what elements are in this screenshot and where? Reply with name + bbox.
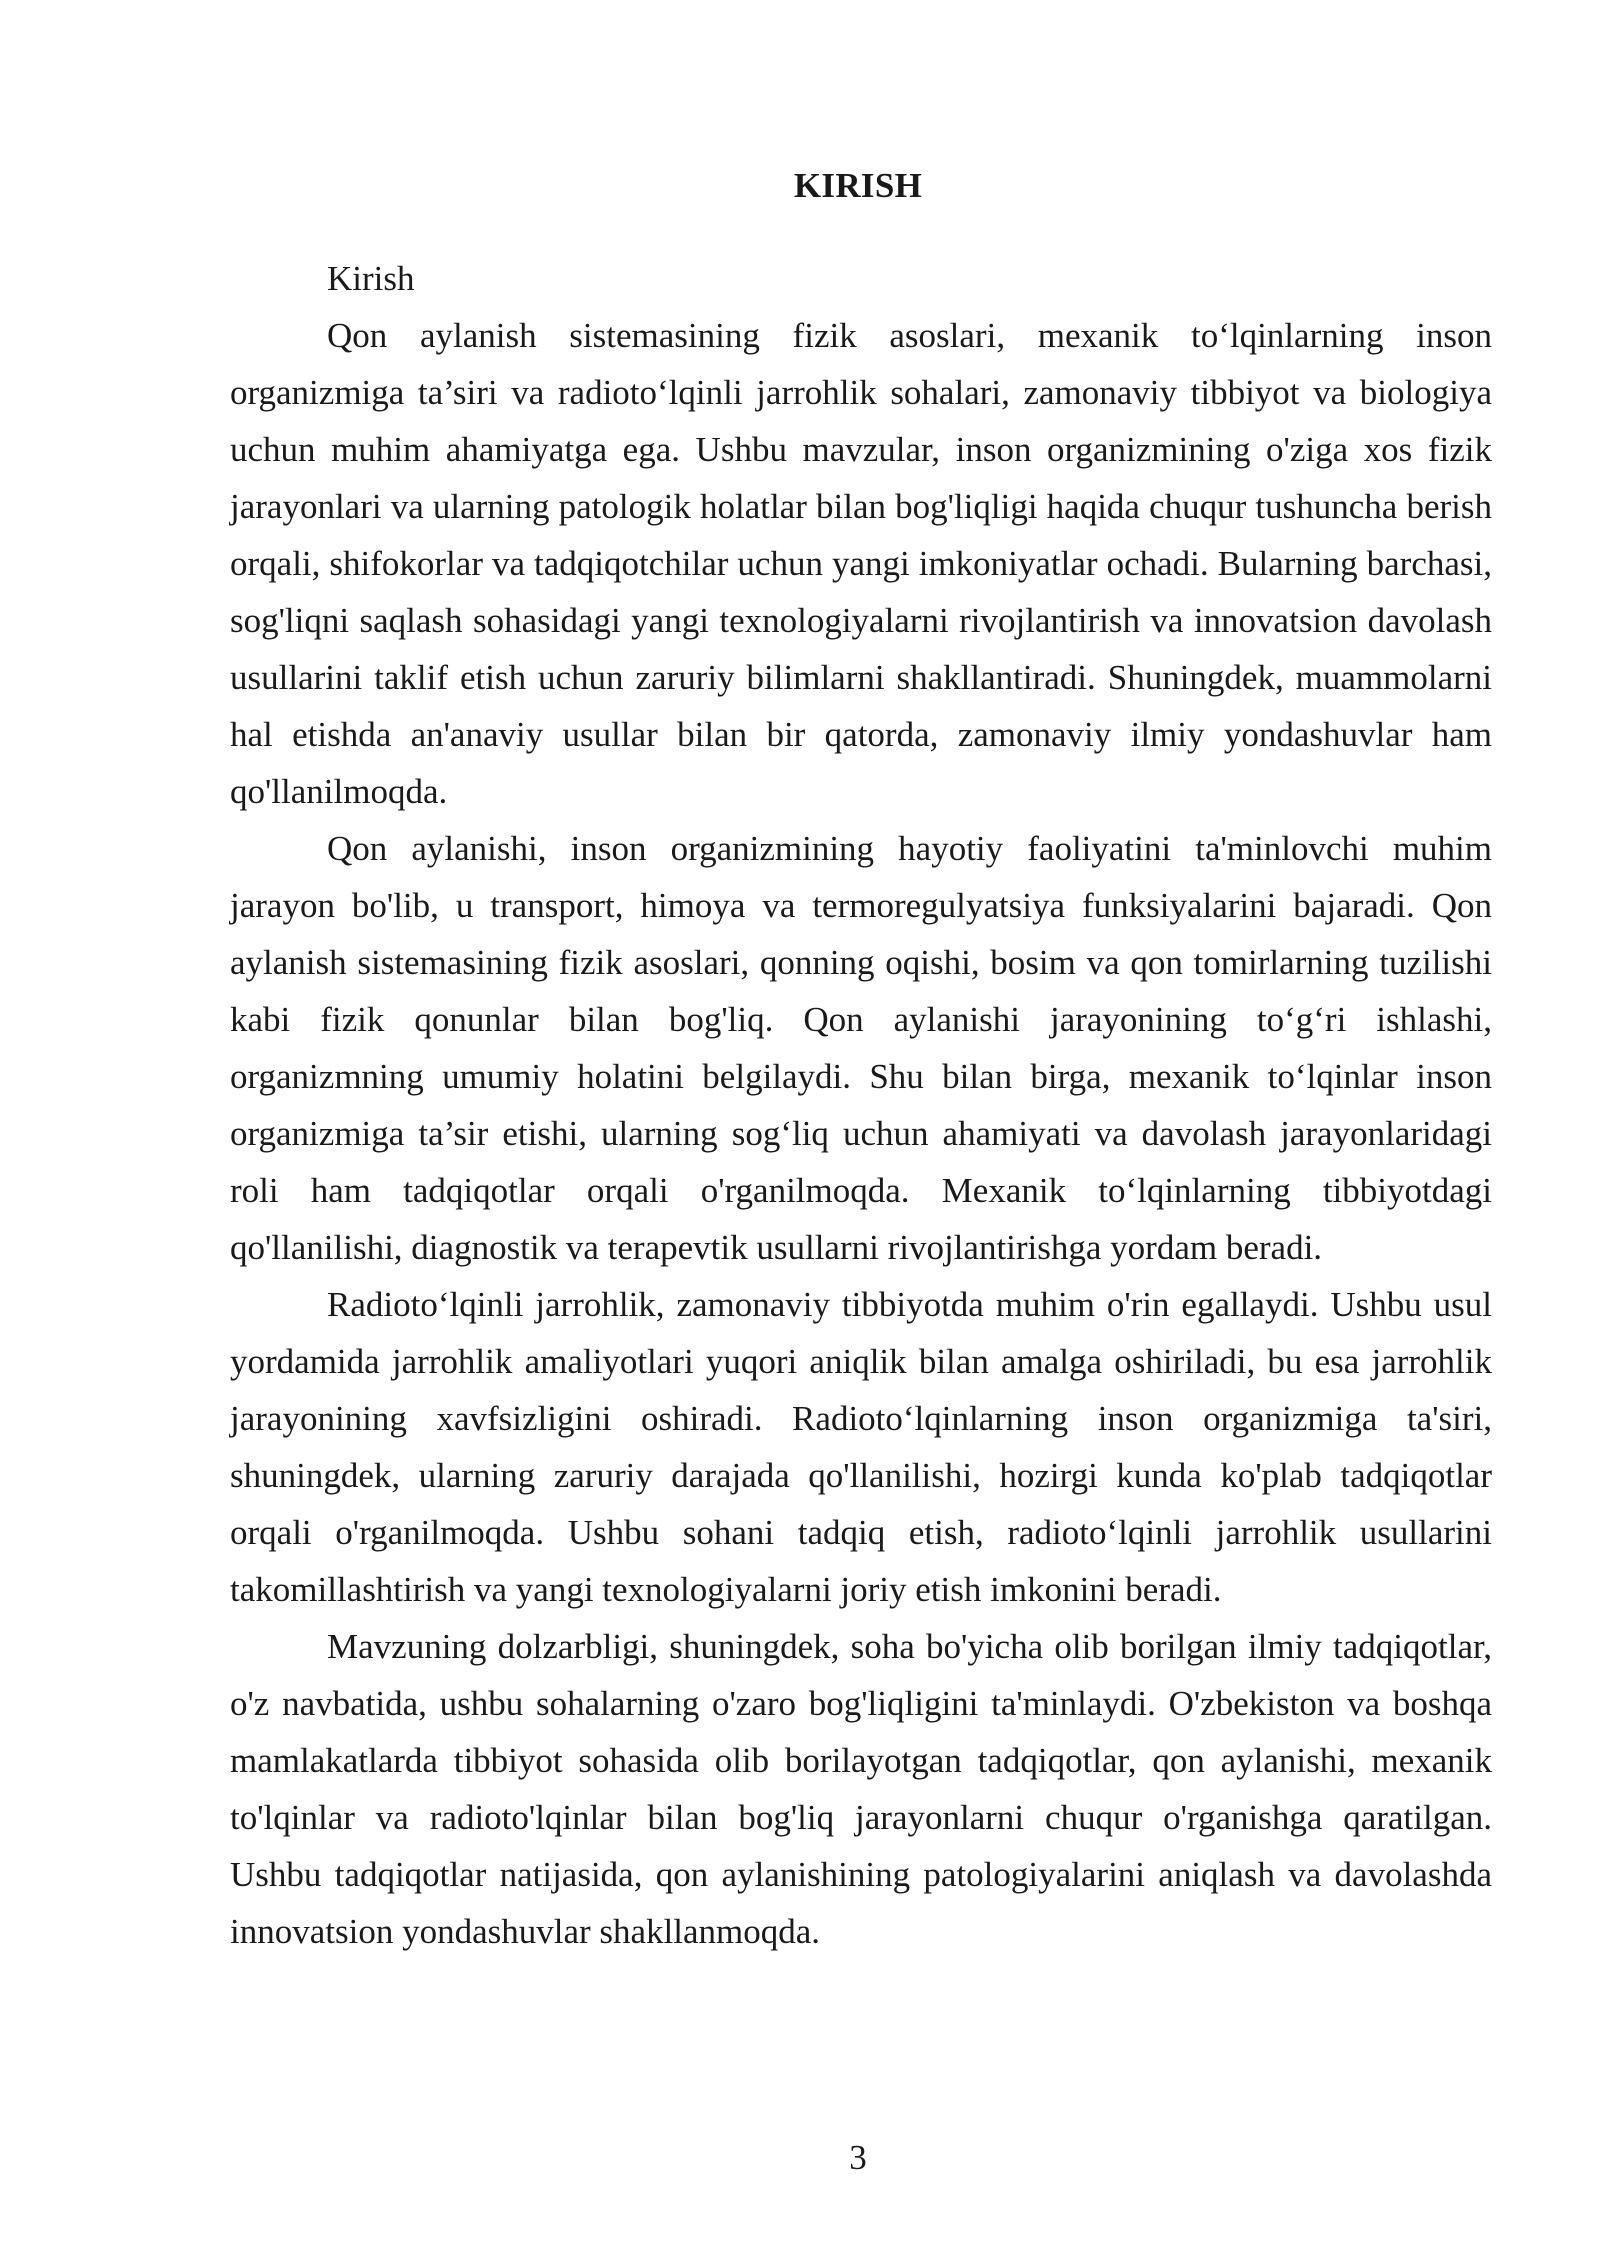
- page-number: 3: [849, 2138, 867, 2177]
- body-text: [230, 250, 1492, 1960]
- section-subheading: Kirish: [327, 259, 415, 298]
- paragraph-3: Radioto‘lqinli jarrohlik, zamonaviy tibbiyotda muhim o'rin egallaydi. Ushbu usul yordamida jarrohlik amaliyotlari yuqori aniqlik bilan amalga oshiriladi, bu esa jarrohlik jarayonining xavfsizligini oshiradi. Radioto‘lqinlarning inson organizmiga ta'siri, shuningdek, ularning zaruriy darajada qo'llanilishi, hozirgi kunda ko'plab tadqiqotlar orqali o'rganilmoqda. Ushbu sohani tadqiq etish, radioto‘lqinli jarrohlik usullarini takomillashtirish va yangi texnologiyalarni joriy etish imkonini beradi.: [230, 1285, 1492, 1609]
- paragraph-4: Mavzuning dolzarbligi, shuningdek, soha bo'yicha olib borilgan ilmiy tadqiqotlar, o'z navbatida, ushbu sohalarning o'zaro bog'liqligini ta'minlaydi. O'zbekiston va boshqa mamlakatlarda tibbiyot sohasida olib borilayotgan tadqiqotlar, qon aylanishi, mexanik to'lqinlar va radioto'lqinlar bilan bog'liq jarayonlarni chuqur o'rganishga qaratilgan. Ushbu tadqiqotlar natijasida, qon aylanishining patologiyalarini aniqlash va davolashda innovatsion yondashuvlar shakllanmoqda.: [230, 1627, 1492, 1951]
- section-heading: KIRISH: [793, 166, 923, 205]
- paragraph-2: Qon aylanishi, inson organizmining hayotiy faoliyatini ta'minlovchi muhim jarayon bo'lib, u transport, himoya va termoregulyatsiya funksiyalarini bajaradi. Qon aylanish sistemasining fizik asoslari, qonning oqishi, bosim va qon tomirlarning tuzilishi kabi fizik qonunlar bilan bog'liq. Qon aylanishi jarayonining to‘g‘ri ishlashi, organizmning umumiy holatini belgilaydi. Shu bilan birga, mexanik to‘lqinlar inson organizmiga ta’sir etishi, ularning sog‘liq uchun ahamiyati va davolash jarayonlaridagi roli ham tadqiqotlar orqali o'rganilmoqda. Mexanik to‘lqinlarning tibbiyotdagi qo'llanilishi, diagnostik va terapevtik usullarni rivojlantirishga yordam beradi.: [230, 829, 1492, 1267]
- paragraph-1: Qon aylanish sistemasining fizik asoslari, mexanik to‘lqinlarning inson organizmiga ta’siri va radioto‘lqinli jarrohlik sohalari, zamonaviy tibbiyot va biologiya uchun muhim ahamiyatga ega. Ushbu mavzular, inson organizmining o'ziga xos fizik jarayonlari va ularning patologik holatlar bilan bog'liqligi haqida chuqur tushuncha berish orqali, shifokorlar va tadqiqotchilar uchun yangi imkoniyatlar ochadi. Bularning barchasi, sog'liqni saqlash sohasidagi yangi texnologiyalarni rivojlantirish va innovatsion davolash usullarini taklif etish uchun zaruriy bilimlarni shakllantiradi. Shuningdek, muammolarni hal etishda an'anaviy usullar bilan bir qatorda, zamonaviy ilmiy yondashuvlar ham qo'llanilmoqda.: [230, 316, 1492, 811]
